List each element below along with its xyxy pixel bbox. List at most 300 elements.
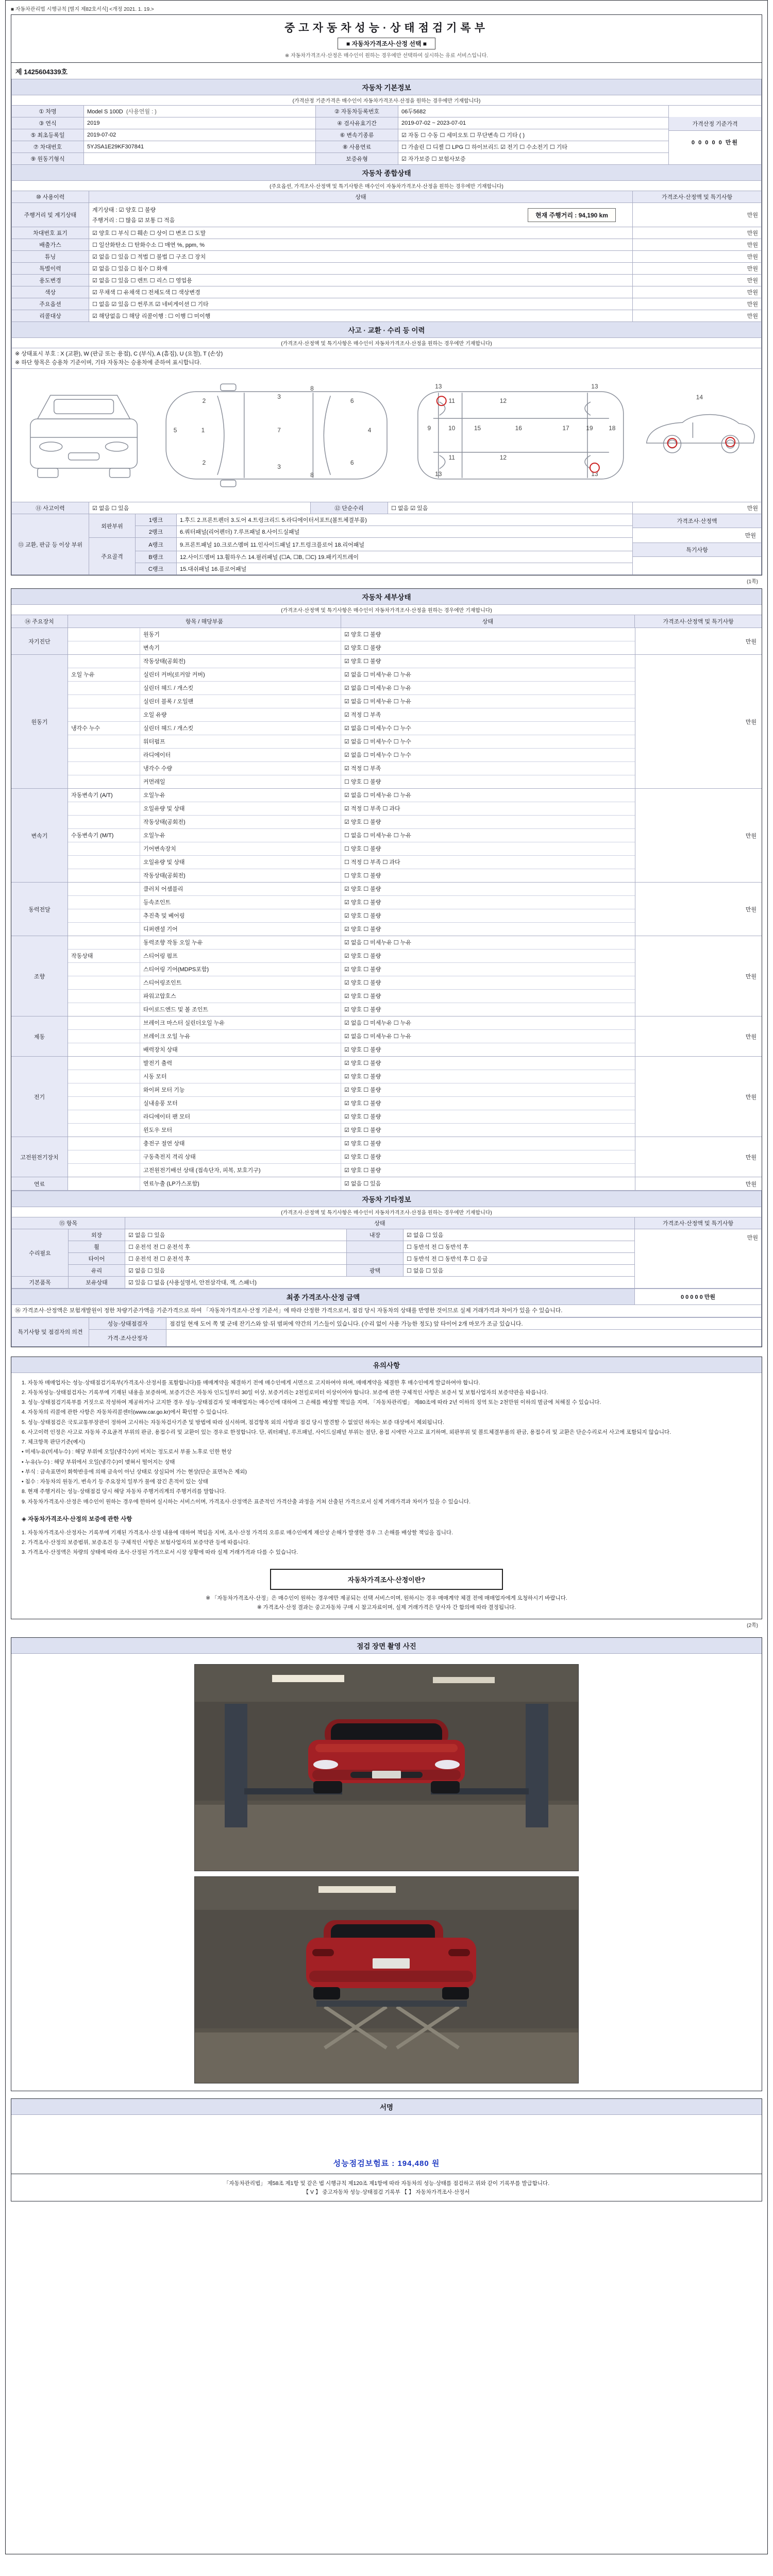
tire-driver-options[interactable]: ☐ 운전석 전 ☐ 운전석 후	[125, 1253, 347, 1265]
rank-b-parts[interactable]: 12.사이드멤버 13.휠하우스 14.필러패널 (☐A, ☐B, ☐C) 19.패키지트레이	[177, 551, 633, 563]
panel-numbers	[174, 385, 372, 479]
notice-item: • 침수 : 자동차의 원동기, 변속기 등 주요장치 일부가 물에 잠긴 흔적이 있는 상태	[22, 1479, 208, 1485]
basic-items-label: 기본품목	[12, 1277, 69, 1289]
detail-status-options[interactable]: ☑ 없음 ☐ 미세누유 ☐ 누유	[344, 792, 411, 799]
detail-subgroup	[68, 802, 140, 815]
detail-part: 브레이크 오일 누유	[140, 1030, 341, 1043]
detail-status-options[interactable]: ☑ 양호 ☐ 불량	[344, 632, 381, 638]
group-price-unit: 만원	[635, 628, 762, 654]
detail-status-options[interactable]: ☑ 양호 ☐ 불량	[344, 819, 381, 825]
detail-row	[68, 1029, 635, 1043]
detail-row	[68, 828, 635, 842]
notice-item: 7. 체크항목 판단기준(예시)	[22, 1439, 86, 1446]
detail-subgroup	[68, 856, 140, 869]
simple-repair-label: ⑫ 단순수리	[311, 502, 388, 514]
detail-status-options[interactable]: ☑ 양호 ☐ 불량	[344, 1167, 381, 1174]
exchange-price-unit: 만원	[745, 533, 756, 539]
detail-subgroup	[68, 775, 140, 788]
detail-row	[68, 1096, 635, 1110]
car-diagram-cell	[12, 369, 762, 502]
history-item-price-unit: 만원	[632, 251, 761, 263]
page1-marker: (1쪽)	[747, 579, 758, 585]
tire-spacer	[347, 1253, 404, 1265]
detail-status-options[interactable]: ☑ 양호 ☐ 불량	[344, 1127, 381, 1133]
detail-state-note: (가격조사·산정액 및 특기사항은 매수인이 자동차가격조사·산정을 원하는 경우에만 기재합니다)	[11, 605, 762, 615]
detail-row	[68, 641, 635, 654]
wheel-driver-options[interactable]: ☐ 운전석 전 ☐ 운전석 후	[125, 1241, 347, 1253]
rank-c-parts[interactable]: 15.대쉬패널 16.플로어패널	[177, 563, 633, 575]
fee-amount: 194,480 원	[397, 2159, 440, 2168]
detail-part: 파워고압호스	[140, 990, 341, 1003]
detail-row	[68, 1070, 635, 1083]
outer-panel-label: 외판부위	[89, 514, 136, 538]
appraiser-label: 가격·조사산정자	[89, 1329, 166, 1346]
fuel-options[interactable]: ☐ 가솔린 ☐ 디젤 ☐ LPG ☐ 하이브리드 ☑ 전기 ☐ 수소전기 ☐ 기타	[398, 141, 669, 153]
detail-row	[68, 1163, 635, 1177]
appraiser-comment	[166, 1329, 762, 1346]
detail-part: 오일누유	[140, 789, 341, 802]
inspection-record-page	[5, 0, 768, 2554]
detail-status-options[interactable]: ☑ 없음 ☐ 미세누유 ☐ 누유	[344, 699, 411, 705]
detail-subgroup	[68, 1003, 140, 1016]
detail-row	[68, 922, 635, 936]
detail-row	[68, 681, 635, 694]
detail-row	[68, 721, 635, 735]
mileage-row-content	[89, 203, 633, 227]
price-survey-select-box[interactable]: ■ 자동차가격조사·산정 선택 ■	[338, 38, 435, 49]
detail-part: 클러치 어셈블리	[140, 883, 341, 895]
svg-text:6: 6	[350, 397, 354, 405]
group-engine: 원동기 작동상태(공회전) ☑ 양호 ☐ 불량 오일 누유 실린더 커버(로커암 커버) ☑ 없음 ☐ 미세누유 ☐ 누유 실린더 헤드 / 개스킷 ☑ 없음 ☐ 미세누유 ☐ 누유 실린더 블록 / 오일팬 ☑ 없음 ☐ 미세누유 ☐ 누유 오일 유량 ☑ 적정 ☐ 부족 냉각수 누수 실린더 헤드 / 개스킷 ☑ 없음 ☐ 미세누수 ☐ 누수 워터펌프 ☑ 없음 ☐ 미세누수 ☐ 누수 라디에이터 ☑ 없음 ☐ 미세누수 ☐ 누수 냉각수 수량 ☑ 적정 ☐ 부족 커먼레일 ☐ 양호 ☐ 불량 만원	[11, 655, 762, 789]
detail-status-options[interactable]: ☐ 양호 ☐ 불량	[344, 779, 381, 785]
history-item-label: 튜닝	[12, 251, 89, 263]
damage-code-legend: ※ 상태표시 부호 : X (교환), W (판금 또는 용접), C (부식), A (흠집), U (요철), T (손상) ※ 하단 항목은 승용차 기준이며, 기타 자동차는 승용차에 준하여 표시합니다.	[12, 348, 762, 369]
base-price-label: 가격산정 기준가격	[669, 117, 761, 131]
inspection-insurance-fee: 성능점검보험료 : 194,480 원	[333, 2159, 440, 2168]
detail-part: 발전기 출력	[140, 1057, 341, 1070]
detail-status-options[interactable]: ☑ 양호 ☐ 불량	[344, 980, 381, 986]
detail-status-options[interactable]: ☑ 없음 ☐ 미세누수 ☐ 누수	[344, 725, 411, 732]
detail-status-options[interactable]: ☑ 양호 ☐ 불량	[344, 926, 381, 933]
history-item-options[interactable]: ☐ 일산화탄소 ☐ 탄화수소 ☐ 매연 %, ppm, %	[89, 239, 633, 251]
inspection-photo-front	[194, 1664, 579, 1871]
car-top-view	[166, 384, 387, 486]
detail-part: 실내송풍 모터	[140, 1097, 341, 1110]
overall-state-title: 자동차 종합상태	[12, 165, 762, 181]
svg-text:17: 17	[562, 425, 569, 432]
detail-row	[68, 655, 635, 668]
overall-state-row	[12, 263, 762, 275]
history-item-options[interactable]: ☑ 양호 ☐ 부식 ☐ 훼손 ☐ 상이 ☐ 변조 ☐ 도말	[89, 227, 633, 239]
detail-subgroup	[68, 963, 140, 976]
detail-subgroup	[68, 1177, 140, 1190]
notice-title: 유의사항	[11, 1357, 762, 1373]
svg-text:2: 2	[202, 397, 206, 405]
pillar-number: 14	[696, 394, 703, 401]
accident-title: 사고 · 교환 · 수리 등 이력	[12, 322, 762, 338]
history-item-options[interactable]: ☑ 무채색 ☐ 유채색 ☐ 전체도색 ☐ 색상변경	[89, 286, 633, 298]
history-item-price-unit: 만원	[632, 263, 761, 275]
history-item-options[interactable]: ☑ 해당없음 ☐ 해당 리콜이행 : ☐ 이행 ☐ 미이행	[89, 310, 633, 322]
rank-a-label: A랭크	[136, 538, 177, 551]
svg-text:19: 19	[586, 425, 593, 432]
registration-number-value: 06두5682	[398, 106, 669, 117]
vehicle-name-value: Model S 100D (사용연월 : )	[84, 106, 316, 117]
signature-area[interactable]	[11, 2115, 762, 2174]
detail-row	[68, 1003, 635, 1016]
overall-state-row	[12, 298, 762, 310]
rank-2-parts[interactable]: 6.쿼터패널(리어펜더) 7.루프패널 8.사이드실패널	[177, 526, 633, 538]
detail-subgroup	[68, 816, 140, 828]
etc-item-column: ⑮ 항목	[12, 1217, 125, 1229]
definition-note-1: ※ 「자동차가격조사·산정」은 매수인이 원하는 경우에만 제공되는 선택 서비스이며, 원하시는 경우 매매계약 체결 전에 매매업자에게 요청하시기 바랍니다.	[206, 1595, 567, 1601]
detail-row	[68, 628, 635, 641]
group-steering: 조향 동력조향 작동 오일 누유 ☑ 없음 ☐ 미세누유 ☐ 누유 작동상태 스티어링 펌프 ☑ 양호 ☐ 불량 스티어링 기어(MDPS포함) ☑ 양호 ☐ 불량 스티어링조인트 ☑ 양호 ☐ 불량 파워고압호스 ☑ 양호 ☐ 불량 타이로드엔드 및 볼 조인트 ☑ 양호 ☐ 불량 만원	[11, 936, 762, 1016]
detail-row	[68, 735, 635, 748]
history-item-price-unit: 만원	[632, 275, 761, 286]
detail-part: 냉각수 수량	[140, 762, 341, 775]
detail-subgroup	[68, 1016, 140, 1029]
overall-state-row	[12, 227, 762, 239]
detail-status-options[interactable]: ☑ 양호 ☐ 불량	[344, 1141, 381, 1147]
accident-history-label: ⑪ 사고이력	[12, 502, 89, 514]
detail-status-options[interactable]: ☑ 없음 ☐ 미세누유 ☐ 누유	[344, 1020, 411, 1026]
mileage-price-unit: 만원	[632, 203, 761, 227]
glass-options[interactable]: ☑ 없음 ☐ 있음	[125, 1265, 347, 1277]
simple-repair-options[interactable]: ☐ 없음 ☑ 있음	[388, 502, 633, 514]
first-registration-value: 2019-07-02	[84, 129, 316, 141]
detail-status-options[interactable]: ☑ 없음 ☐ 있음	[344, 1181, 381, 1187]
main-frame-label: 주요골격	[89, 538, 136, 575]
detail-status-options[interactable]: ☑ 양호 ☐ 불량	[344, 1114, 381, 1120]
detail-status-options[interactable]: ☑ 없음 ☐ 미세누유 ☐ 누유	[344, 672, 411, 678]
guarantee-item: 3. 가격조사·산정액은 차량의 상태에 따라 조사·산정된 가격으로서 시장 상황에 따라 실제 거래가격과 다를 수 있습니다.	[22, 1549, 298, 1556]
detail-subgroup	[68, 896, 140, 909]
interior-options[interactable]: ☑ 없음 ☐ 있음	[404, 1229, 635, 1241]
exterior-options[interactable]: ☑ 없음 ☐ 있음	[125, 1229, 347, 1241]
history-item-options[interactable]: ☑ 없음 ☐ 있음 ☐ 침수 ☐ 화재	[89, 263, 633, 275]
detail-row	[68, 761, 635, 775]
rank-a-parts[interactable]: 9.프론트패널 10.크로스멤버 11.인사이드패널 17.트렁크플로어 18.리어패널	[177, 538, 633, 551]
accident-history-options[interactable]: ☑ 없음 ☐ 있음	[89, 502, 311, 514]
mileage-row-label: 주행거리 및 계기상태	[12, 203, 89, 227]
detail-row	[68, 1123, 635, 1137]
notice-items	[11, 1373, 762, 1510]
definition-note-2: ※ 가격조사·산정 결과는 중고자동차 구매 시 참고자료이며, 실제 거래가격은 당사자 간 합의에 따라 결정됩니다.	[257, 1604, 516, 1611]
detail-part: 디퍼렌셜 기어	[140, 923, 341, 936]
price-column: 가격조사·산정액 및 특기사항	[635, 615, 762, 628]
history-item-options[interactable]: ☐ 없음 ☑ 있음 ☐ 썬루프 ☑ 네비게이션 ☐ 기타	[89, 298, 633, 310]
group-power-train: 동력전달 클러치 어셈블리 ☑ 양호 ☐ 불량 등속조인트 ☑ 양호 ☐ 불량 추진축 및 베어링 ☑ 양호 ☐ 불량 디퍼렌셜 기어 ☑ 양호 ☐ 불량 만원	[11, 883, 762, 936]
detail-status-options[interactable]: ☐ 양호 ☐ 불량	[344, 846, 381, 852]
detail-row	[68, 869, 635, 882]
transmission-options[interactable]: ☑ 자동 ☐ 수동 ☐ 세미오토 ☐ 무단변속 ☐ 기타 ( )	[398, 129, 669, 141]
damage-marks	[437, 396, 735, 472]
detail-subgroup	[68, 842, 140, 855]
photo-wrap	[11, 1654, 762, 2091]
detail-subgroup	[68, 923, 140, 936]
detail-status-options[interactable]: ☑ 양호 ☐ 불량	[344, 886, 381, 892]
overall-state-table	[11, 164, 762, 322]
page2-marker: (2쪽)	[747, 1622, 758, 1629]
detail-subgroup	[68, 655, 140, 668]
basic-info-note: (가격산정 기준가격은 매수인이 자동차가격조사·산정을 원하는 경우에만 기재합니다)	[12, 95, 762, 106]
polish-options[interactable]: ☐ 없음 ☐ 있음	[404, 1265, 635, 1277]
detail-status-options[interactable]: ☑ 양호 ☐ 불량	[344, 1100, 381, 1107]
svg-text:12: 12	[499, 453, 507, 461]
detail-part: 스티어링 기어(MDPS포함)	[140, 963, 341, 976]
svg-text:13: 13	[435, 383, 442, 391]
svg-text:13: 13	[591, 383, 598, 391]
exchange-note-label: 특기사항	[633, 543, 761, 557]
accident-price-unit: 만원	[632, 502, 761, 514]
detail-part: 브레이크 마스터 실린더오일 누유	[140, 1016, 341, 1029]
detail-row	[68, 1016, 635, 1029]
notice-item: • 누유(누수) : 해당 부위에서 오일(냉각수)이 맺혀서 떨어지는 상태	[22, 1459, 175, 1465]
svg-text:13: 13	[591, 470, 598, 478]
svg-text:18: 18	[609, 425, 616, 432]
detail-status-options[interactable]: ☑ 없음 ☐ 미세누유 ☐ 누유	[344, 940, 411, 946]
detail-status-options[interactable]: ☑ 양호 ☐ 불량	[344, 645, 381, 651]
svg-text:3: 3	[277, 393, 281, 401]
rank-1-parts[interactable]: 1.후드 2.프론트펜더 3.도어 4.트렁크리드 5.라디에이터서포트(볼트체결부품)	[177, 514, 633, 526]
car-damage-diagram	[12, 371, 762, 500]
detail-part: 오일유량 및 상태	[140, 802, 341, 815]
etc-info-note: (가격조사·산정액 및 특기사항은 매수인이 자동차가격조사·산정을 원하는 경우에만 기재합니다)	[12, 1207, 762, 1217]
final-price-amount: 0 0 0 0 0 만원	[635, 1289, 762, 1305]
detail-status-options[interactable]: ☑ 양호 ☐ 불량	[344, 953, 381, 959]
exchange-area-label: ⑬ 교환, 판금 등 이상 부위	[12, 514, 89, 575]
history-item-label: 차대번호 표기	[12, 227, 89, 239]
rank-2-label: 2랭크	[136, 526, 177, 538]
vin-label: ⑦ 차대번호	[12, 141, 84, 153]
odometer-state-options[interactable]: 계기상태 : ☑ 양호 ☐ 불량	[92, 207, 156, 213]
detail-status-options[interactable]: ☐ 없음 ☐ 미세누유 ☐ 누유	[344, 833, 411, 839]
detail-status-options[interactable]: ☑ 양호 ☐ 불량	[344, 658, 381, 665]
detail-part: 시동 모터	[140, 1070, 341, 1083]
detail-status-options[interactable]: ☐ 적정 ☐ 부족 ☐ 과다	[344, 859, 400, 866]
price-survey-select-note: ※ 자동차가격조사·산정은 매수인이 원하는 경우에만 선택하여 실시하는 유료 서비스입니다.	[284, 53, 489, 59]
document-header	[11, 15, 762, 63]
detail-row	[68, 936, 635, 949]
detail-row	[68, 883, 635, 895]
detail-row	[68, 1083, 635, 1096]
etc-info-table	[11, 1191, 762, 1289]
detail-status-options[interactable]: ☑ 없음 ☐ 미세누유 ☐ 누유	[344, 1033, 411, 1040]
detail-subgroup	[68, 1164, 140, 1177]
basic-items-options[interactable]: ☑ 있음 ☐ 없음 (사용설명서, 안전삼각대, 잭, 스패너)	[125, 1277, 635, 1289]
detail-subgroup: 냉각수 누수	[68, 722, 140, 735]
group-price-unit: 만원	[635, 789, 762, 882]
detail-part: 실린더 블록 / 오일팬	[140, 695, 341, 708]
detail-part: 작동상태(공회전)	[140, 869, 341, 882]
current-mileage-box: 현재 주행거리 : 94,190 km	[528, 208, 616, 222]
glass-label: 유리	[69, 1265, 125, 1277]
detail-row	[68, 815, 635, 828]
price-survey-definition-box: 자동차가격조사·산정이란?	[270, 1569, 503, 1590]
svg-text:1: 1	[201, 427, 205, 434]
svg-text:16: 16	[515, 425, 522, 432]
detail-part: 동력조향 작동 오일 누유	[140, 936, 341, 949]
detail-row	[68, 962, 635, 976]
mileage-amount-options[interactable]: 주행거리 : ☐ 많음 ☑ 보통 ☐ 적음	[92, 217, 175, 224]
history-item-label: 용도변경	[12, 275, 89, 286]
detail-status-options[interactable]: ☑ 양호 ☐ 불량	[344, 1074, 381, 1080]
engine-type-label: ⑨ 원동기형식	[12, 153, 84, 165]
detail-subgroup	[68, 695, 140, 708]
detail-status-options[interactable]: ☑ 양호 ☐ 불량	[344, 1087, 381, 1093]
model-year-value: 2019	[84, 117, 316, 129]
detail-row	[68, 1110, 635, 1123]
possession-state-label: 보유상태	[69, 1277, 125, 1289]
opinion-label: 특기사항 및 점검자의 의견	[12, 1317, 89, 1346]
opinion-table	[11, 1317, 762, 1347]
vin-value: 5YJSA1E29KF307841	[84, 141, 316, 153]
detail-part: 추진축 및 베어링	[140, 909, 341, 922]
detail-subgroup	[68, 708, 140, 721]
inspection-photo-rear	[194, 1876, 579, 2083]
history-item-label: 주요옵션	[12, 298, 89, 310]
detail-status-options[interactable]: ☑ 양호 ☐ 불량	[344, 1007, 381, 1013]
detail-status-options[interactable]: ☑ 양호 ☐ 불량	[344, 1060, 381, 1066]
detail-status-options[interactable]: ☑ 양호 ☐ 불량	[344, 1154, 381, 1160]
inspection-validity-label: ④ 검사유효기간	[316, 117, 398, 129]
notice-item: 8. 현재 주행거리는 성능·상태점검 당시 해당 자동차 주행거리계의 주행거리를 말합니다.	[22, 1488, 226, 1495]
detail-status-options[interactable]: ☑ 양호 ☐ 불량	[344, 913, 381, 919]
detail-status-options[interactable]: ☑ 양호 ☐ 불량	[344, 1047, 381, 1053]
group-price-unit: 만원	[635, 1057, 762, 1137]
document-title: 중고자동차성능·상태점검기록부	[284, 22, 489, 34]
detail-row	[68, 909, 635, 922]
engine-type-value	[84, 153, 316, 165]
detail-status-options[interactable]: ☑ 없음 ☐ 미세누수 ☐ 누수	[344, 739, 411, 745]
detail-status-options[interactable]: ☑ 양호 ☐ 불량	[344, 967, 381, 973]
history-item-price-unit: 만원	[632, 298, 761, 310]
detail-part: 워터펌프	[140, 735, 341, 748]
svg-text:9: 9	[427, 425, 431, 432]
detail-header-row	[11, 615, 762, 628]
overall-state-row	[12, 310, 762, 322]
group-price-unit: 만원	[635, 883, 762, 936]
registration-number-label: ② 자동차등록번호	[316, 106, 398, 117]
history-item-price-unit: 만원	[632, 286, 761, 298]
detail-subgroup	[68, 883, 140, 895]
history-item-label: 색상	[12, 286, 89, 298]
detail-part: 실린더 헤드 / 개스킷	[140, 682, 341, 694]
notice-item: • 미세누유(미세누수) : 해당 부위에 오일(냉각수)이 비치는 정도로서 부품 노후로 인한 현상	[22, 1449, 232, 1455]
group-high-voltage: 고전원전기장치 충전구 절연 상태 ☑ 양호 ☐ 불량 구동축전지 격리 상태 ☑ 양호 ☐ 불량 고전원전기배선 상태 (접속단자, 피복, 보호기구) ☑ 양호 ☐ 불량 만원	[11, 1137, 762, 1177]
detail-part: 와이퍼 모터 기능	[140, 1083, 341, 1096]
wheel-passenger-options[interactable]: ☐ 동반석 전 ☐ 동반석 후	[404, 1241, 635, 1253]
detail-part: 구동축전지 격리 상태	[140, 1150, 341, 1163]
inspection-validity-value: 2019-07-02 ~ 2023-07-01	[398, 117, 669, 129]
state-column: 상태	[341, 615, 635, 628]
detail-part: 윈도우 모터	[140, 1124, 341, 1137]
detail-part: 충전구 절연 상태	[140, 1137, 341, 1150]
svg-text:11: 11	[448, 397, 455, 405]
exchange-price-label: 가격조사·산정액	[633, 514, 761, 528]
detail-subgroup	[68, 749, 140, 761]
detail-state-title: 자동차 세부상태	[11, 589, 762, 605]
detail-status-options[interactable]: ☑ 적정 ☐ 부족	[344, 766, 381, 772]
detail-row	[68, 1137, 635, 1150]
signature-block	[11, 2098, 762, 2201]
detail-subgroup	[68, 762, 140, 775]
detail-subgroup	[68, 1083, 140, 1096]
detail-subgroup	[68, 628, 140, 641]
detail-part: 스티어링조인트	[140, 976, 341, 989]
detail-part: 작동상태(공회전)	[140, 816, 341, 828]
accident-note: (가격조사·산정액 및 특기사항은 매수인이 자동차가격조사·산정을 원하는 경우에만 기재합니다)	[12, 338, 762, 348]
detail-status-options[interactable]: ☑ 없음 ☐ 미세누수 ☐ 누수	[344, 752, 411, 758]
detail-part: 라디에이터	[140, 749, 341, 761]
notice-item: 2. 자동차성능·상태점검자는 기록부에 기재된 내용을 보증하며, 보증기간은 자동차 인도일부터 30일 이상, 보증거리는 2천킬로미터 이상이어야 합니다. 보증에 관한 구체적인 사항은 보증서 및 보험사업자의 보증약관을 따릅니다.	[22, 1389, 548, 1396]
detail-row	[68, 1177, 635, 1190]
detail-row	[68, 1150, 635, 1163]
tire-passenger-options[interactable]: ☐ 동반석 전 ☐ 동반석 후 ☐ 응급	[404, 1253, 635, 1265]
inspector-comment: 점검일 현재 도어 쪽 몇 군데 잔기스와 앞·뒤 범퍼에 약간의 기스들이 있습니다. (수리 없이 사용 가능한 정도) 앞 타이어 2개 마모가 조금 있습니다.	[166, 1317, 762, 1329]
detail-status-options[interactable]: ☑ 적정 ☐ 부족 ☐ 과다	[344, 806, 400, 812]
svg-text:15: 15	[474, 425, 481, 432]
detail-subgroup	[68, 682, 140, 694]
usage-history-column: ⑩ 사용이력	[12, 191, 89, 203]
detail-part: 기어변속장치	[140, 842, 341, 855]
group-transmission: 변속기 자동변속기 (A/T) 오일누유 ☑ 없음 ☐ 미세누유 ☐ 누유 오일유량 및 상태 ☑ 적정 ☐ 부족 ☐ 과다 작동상태(공회전) ☑ 양호 ☐ 불량 수동변속기 (M/T) 오일누유 ☐ 없음 ☐ 미세누유 ☐ 누유 기어변속장치 ☐ 양호 ☐ 불량 오일유량 및 상태 ☐ 적정 ☐ 부족 ☐ 과다 작동상태(공회전) ☐ 양호 ☐ 불량 만원	[11, 789, 762, 883]
group-electrical: 전기 발전기 출력 ☑ 양호 ☐ 불량 시동 모터 ☑ 양호 ☐ 불량 와이퍼 모터 기능 ☑ 양호 ☐ 불량 실내송풍 모터 ☑ 양호 ☐ 불량 라디에이터 팬 모터 ☑ 양호 ☐ 불량 윈도우 모터 ☑ 양호 ☐ 불량 만원	[11, 1057, 762, 1137]
detail-status-options[interactable]: ☑ 양호 ☐ 불량	[344, 900, 381, 906]
exchange-area-table	[11, 514, 762, 575]
detail-status-options[interactable]: ☑ 양호 ☐ 불량	[344, 993, 381, 999]
final-price-table	[11, 1289, 762, 1317]
form-reference: ■ 자동차관리법 시행규칙 [별지 제82호서식] <개정 2021. 1. 19.>	[11, 7, 154, 12]
etc-info-title: 자동차 기타정보	[12, 1191, 762, 1207]
detail-part: 스티어링 펌프	[140, 950, 341, 962]
photo-section-title: 점검 장면 촬영 사진	[11, 1638, 762, 1654]
history-item-options[interactable]: ☑ 없음 ☐ 있음 ☐ 적법 ☐ 불법 ☐ 구조 ☐ 장치	[89, 251, 633, 263]
price-column: 가격조사·산정액 및 특기사항	[632, 191, 761, 203]
photo-block	[11, 1637, 762, 2091]
detail-subgroup	[68, 1057, 140, 1070]
overall-state-row	[12, 251, 762, 263]
overall-state-row	[12, 275, 762, 286]
notice-item: 9. 자동차가격조사·산정은 매수인이 원하는 경우에 한하여 실시하는 서비스이며, 가격조사·산정액은 표준적인 가격산출 과정을 거쳐 산출된 가격으로서 실제 거래가격과 차이가 있을 수 있습니다.	[22, 1498, 471, 1505]
item-column: 항목 / 해당부품	[68, 615, 341, 628]
photo-front-lift	[195, 1665, 578, 1871]
history-item-price-unit: 만원	[632, 227, 761, 239]
detail-part: 오일누유	[140, 829, 341, 842]
history-item-options[interactable]: ☑ 없음 ☐ 있음 ☐ 렌트 ☐ 리스 ☐ 영업용	[89, 275, 633, 286]
overall-state-row	[12, 286, 762, 298]
vehicle-name-label: ① 차명	[12, 106, 84, 117]
svg-text:4: 4	[367, 427, 372, 434]
detail-row	[68, 775, 635, 788]
etc-price-column: 가격조사·산정액 및 특기사항	[634, 1217, 761, 1229]
detail-row	[68, 976, 635, 989]
signature-title: 서명	[11, 2099, 762, 2115]
detail-part: 연료누출 (LP가스포함)	[140, 1177, 341, 1190]
detail-row	[68, 1043, 635, 1056]
detail-status-options[interactable]: ☑ 적정 ☐ 부족	[344, 712, 381, 718]
detail-status-options[interactable]: ☐ 양호 ☐ 불량	[344, 873, 381, 879]
detail-status-options[interactable]: ☑ 없음 ☐ 미세누유 ☐ 누유	[344, 685, 411, 691]
warranty-type-options[interactable]: ☑ 자가보증 ☐ 보험사보증	[398, 153, 669, 165]
svg-text:2: 2	[202, 459, 206, 466]
exterior-label: 외장	[69, 1229, 125, 1241]
wheel-label: 휠	[69, 1241, 125, 1253]
svg-text:12: 12	[499, 397, 507, 405]
document-footer	[11, 2174, 762, 2201]
detail-row	[68, 748, 635, 761]
